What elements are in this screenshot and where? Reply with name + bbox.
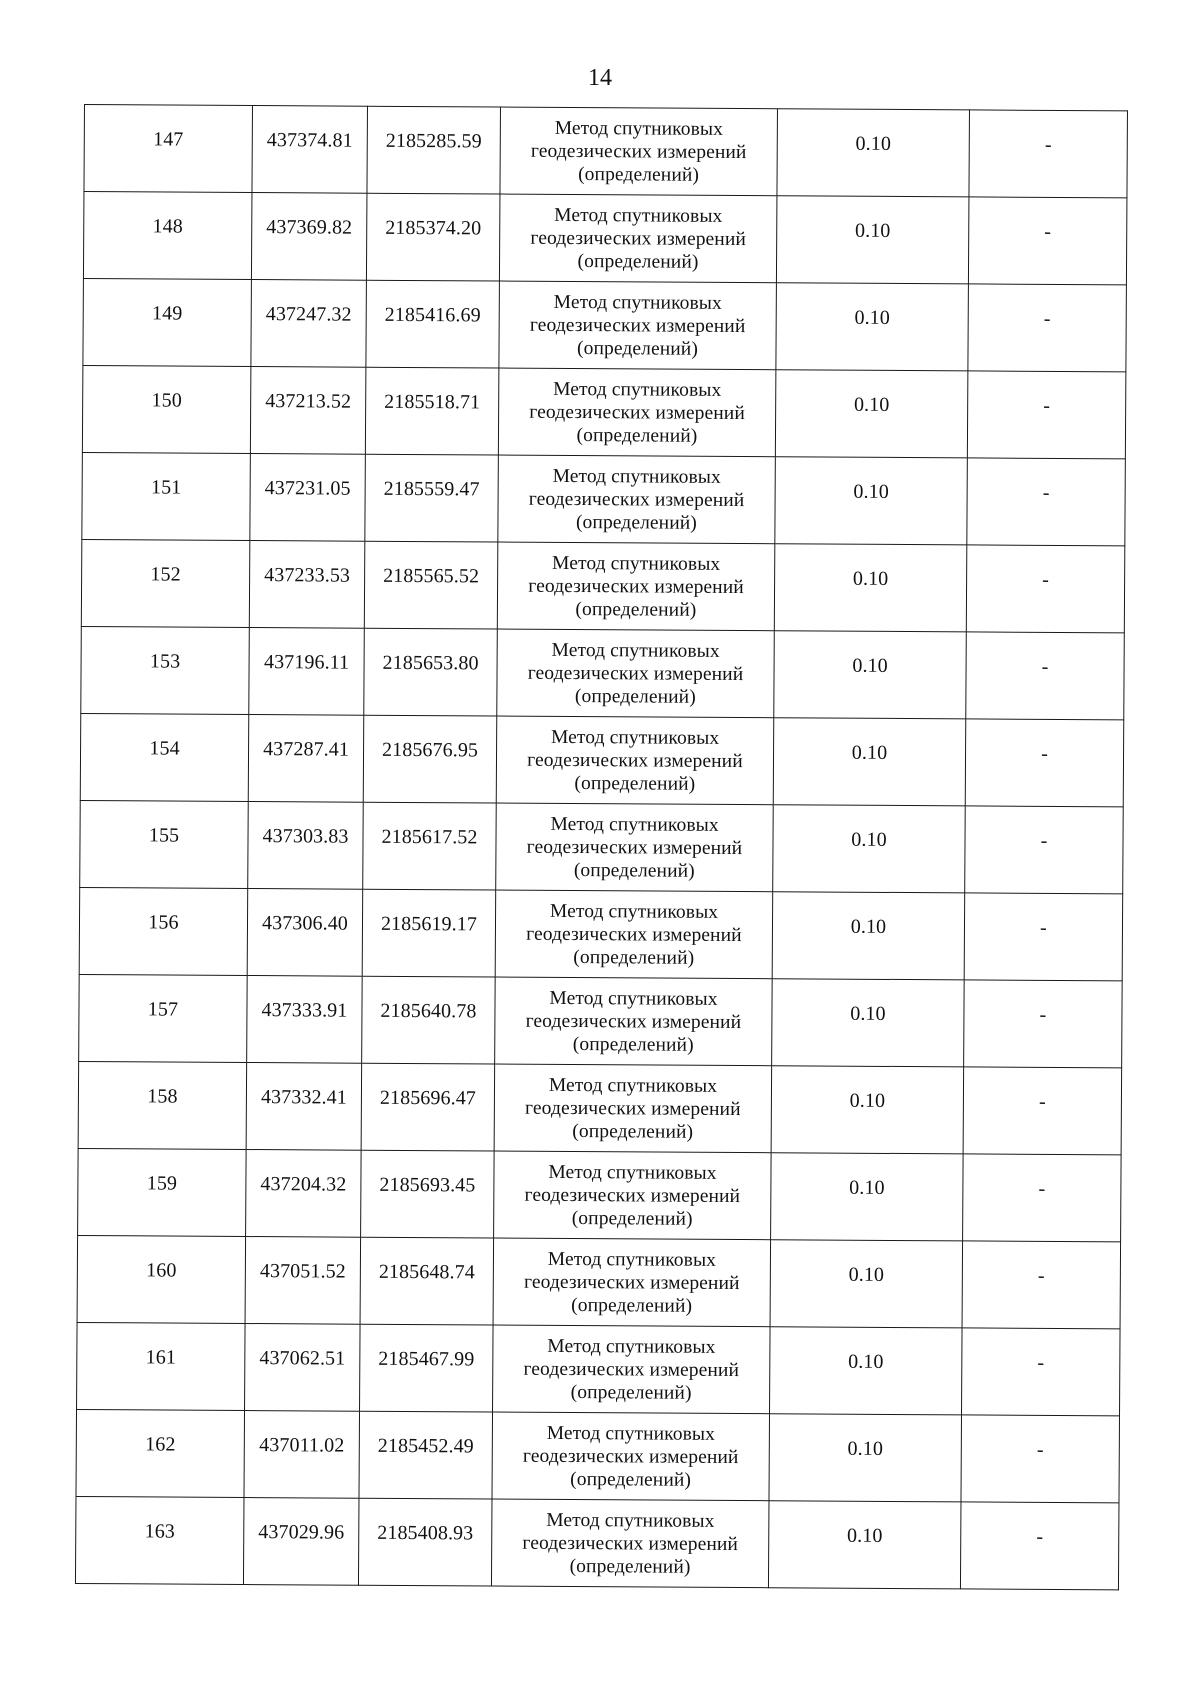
y-coordinate-cell: 2185640.78 — [362, 976, 496, 1064]
table-row — [83, 278, 1127, 371]
table-row — [79, 887, 1123, 980]
accuracy-cell: 0.10 — [770, 1327, 963, 1415]
table-row — [81, 626, 1125, 719]
method-text-line: (определений) — [574, 772, 696, 795]
point-number-cell: 152 — [81, 539, 250, 627]
method-text-line: Метод спутниковых — [548, 1161, 717, 1184]
point-number-cell: 154 — [80, 713, 249, 801]
y-coordinate-cell: 2185416.69 — [366, 280, 500, 368]
point-number-cell: 163 — [75, 1496, 244, 1584]
table-row — [78, 1061, 1122, 1154]
table-row — [81, 539, 1125, 632]
method-text-line: (определений) — [570, 1468, 692, 1491]
method-text-line: Метод спутниковых — [549, 987, 718, 1010]
method-text-line: Метод спутниковых — [550, 813, 719, 836]
x-coordinate-cell: 437369.82 — [251, 193, 367, 281]
note-cell: - — [961, 1415, 1120, 1503]
y-coordinate-cell: 2185408.93 — [358, 1498, 492, 1586]
accuracy-cell: 0.10 — [773, 718, 966, 806]
y-coordinate-cell: 2185648.74 — [360, 1237, 494, 1325]
method-text-line: (определений) — [577, 337, 699, 360]
point-number-cell: 161 — [77, 1322, 246, 1410]
point-number-cell: 155 — [80, 800, 249, 888]
x-coordinate-cell: 437374.81 — [252, 106, 368, 194]
y-coordinate-cell: 2185617.52 — [363, 802, 497, 890]
coordinates-table-body — [75, 105, 1127, 1590]
y-coordinate-cell: 2185676.95 — [363, 715, 497, 803]
accuracy-cell: 0.10 — [772, 979, 965, 1067]
point-number-cell: 149 — [83, 278, 252, 366]
method-cell — [499, 281, 777, 370]
method-text-line: Метод спутниковых — [547, 1248, 717, 1271]
page-number: 14 — [588, 65, 612, 91]
x-coordinate-cell: 437062.51 — [245, 1324, 361, 1412]
method-text-line: геодезических измерений — [523, 1271, 740, 1294]
note-cell: - — [963, 1067, 1122, 1155]
table-row — [77, 1322, 1121, 1415]
method-text-line: (определений) — [575, 511, 697, 534]
point-number-cell: 151 — [82, 452, 251, 540]
method-text-line: Метод спутниковых — [554, 117, 724, 140]
method-cell — [500, 107, 778, 196]
table-row — [80, 713, 1124, 806]
method-text-line: геодезических измерений — [525, 1010, 742, 1033]
accuracy-cell: 0.10 — [775, 370, 968, 458]
accuracy-cell: 0.10 — [774, 544, 967, 632]
method-text-line: (определений) — [577, 250, 699, 273]
method-text-line: геодезических измерений — [526, 923, 742, 946]
y-coordinate-cell: 2185693.45 — [361, 1150, 495, 1238]
method-text-line: Метод спутниковых — [546, 1422, 716, 1445]
note-cell: - — [969, 110, 1128, 198]
accuracy-cell: 0.10 — [774, 631, 967, 719]
table-row — [84, 105, 1128, 198]
method-text-line: Метод спутниковых — [550, 726, 720, 749]
method-text-line: Метод спутниковых — [553, 291, 722, 314]
method-text-line: (определений) — [570, 1381, 692, 1404]
method-cell — [492, 1412, 770, 1501]
note-cell: - — [965, 806, 1124, 894]
point-number-cell: 147 — [84, 105, 253, 193]
method-text-line: геодезических измерений — [522, 1532, 739, 1555]
accuracy-cell: 0.10 — [776, 283, 969, 371]
note-cell: - — [967, 458, 1126, 546]
point-number-cell: 148 — [83, 192, 252, 280]
method-text-line: Метод спутниковых — [546, 1509, 715, 1532]
x-coordinate-cell: 437213.52 — [250, 367, 366, 455]
method-text-line: геодезических измерений — [526, 836, 743, 859]
method-cell — [495, 977, 773, 1066]
method-text-line: (определений) — [576, 424, 698, 447]
method-text-line: Метод спутниковых — [548, 1074, 718, 1097]
note-cell: - — [968, 284, 1127, 372]
y-coordinate-cell: 2185374.20 — [366, 193, 500, 281]
accuracy-cell: 0.10 — [772, 892, 965, 980]
y-coordinate-cell: 2185565.52 — [364, 541, 498, 629]
note-cell: - — [962, 1328, 1121, 1416]
point-number-cell: 157 — [79, 974, 248, 1062]
x-coordinate-cell: 437332.41 — [246, 1063, 362, 1151]
note-cell: - — [960, 1502, 1119, 1590]
method-cell — [499, 194, 777, 283]
accuracy-cell: 0.10 — [773, 805, 966, 893]
method-cell — [497, 542, 775, 631]
method-text-line: (определений) — [578, 163, 700, 186]
accuracy-cell: 0.10 — [775, 457, 968, 545]
method-text-line: геодезических измерений — [529, 314, 746, 337]
x-coordinate-cell: 437233.53 — [249, 541, 365, 629]
method-cell — [494, 1064, 772, 1153]
method-text-line: Метод спутниковых — [554, 204, 723, 227]
x-coordinate-cell: 437333.91 — [247, 976, 363, 1064]
method-text-line: (определений) — [571, 1294, 693, 1317]
method-text-line: геодезических измерений — [529, 401, 745, 424]
point-number-cell: 150 — [82, 365, 251, 453]
accuracy-cell: 0.10 — [771, 1066, 964, 1154]
table-row — [80, 800, 1124, 893]
method-text-line: Метод спутниковых — [549, 900, 719, 923]
point-number-cell: 153 — [81, 626, 250, 714]
point-number-cell: 158 — [78, 1061, 247, 1149]
x-coordinate-cell: 437029.96 — [243, 1498, 359, 1586]
coordinates-table — [75, 104, 1128, 1590]
method-text-line: Метод спутниковых — [551, 639, 720, 662]
method-cell — [498, 455, 776, 544]
method-text-line: Метод спутниковых — [547, 1335, 716, 1358]
method-text-line: геодезических измерений — [528, 488, 745, 511]
y-coordinate-cell: 2185467.99 — [360, 1324, 494, 1412]
note-cell: - — [964, 893, 1123, 981]
method-text-line: геодезических измерений — [527, 662, 744, 685]
accuracy-cell: 0.10 — [776, 196, 969, 284]
method-text-line: (определений) — [571, 1207, 693, 1230]
accuracy-cell: 0.10 — [771, 1153, 964, 1241]
method-text-line: Метод спутниковых — [553, 378, 722, 401]
note-cell: - — [966, 545, 1125, 633]
method-text-line: геодезических измерений — [527, 749, 743, 772]
x-coordinate-cell: 437303.83 — [248, 802, 364, 890]
x-coordinate-cell: 437011.02 — [244, 1411, 360, 1499]
y-coordinate-cell: 2185653.80 — [364, 628, 498, 716]
x-coordinate-cell: 437306.40 — [247, 889, 363, 977]
y-coordinate-cell: 2185696.47 — [361, 1063, 495, 1151]
note-cell: - — [963, 1154, 1122, 1242]
note-cell: - — [962, 1241, 1121, 1329]
table-row — [79, 974, 1123, 1067]
method-cell — [496, 716, 774, 805]
method-text-line: геодезических измерений — [524, 1184, 741, 1207]
x-coordinate-cell: 437204.32 — [246, 1150, 362, 1238]
table-row — [76, 1409, 1120, 1502]
accuracy-cell: 0.10 — [768, 1501, 961, 1589]
table-row — [82, 452, 1126, 545]
table-row — [75, 1496, 1119, 1589]
method-text-line: (определений) — [572, 1120, 694, 1143]
method-text-line: (определений) — [573, 859, 695, 882]
method-text-line: (определений) — [575, 598, 697, 621]
y-coordinate-cell: 2185452.49 — [359, 1411, 493, 1499]
coordinates-table-container — [75, 104, 1127, 1582]
table-row — [83, 192, 1127, 285]
method-cell — [496, 803, 774, 892]
method-cell — [493, 1238, 771, 1327]
table-row — [78, 1148, 1122, 1241]
method-text-line: геодезических измерений — [530, 140, 747, 163]
x-coordinate-cell: 437196.11 — [249, 628, 365, 716]
accuracy-cell: 0.10 — [769, 1414, 962, 1502]
method-text-line: геодезических измерений — [523, 1358, 740, 1381]
accuracy-cell: 0.10 — [777, 109, 970, 197]
method-cell — [495, 890, 773, 979]
point-number-cell: 160 — [77, 1235, 246, 1323]
y-coordinate-cell: 2185619.17 — [362, 889, 496, 977]
x-coordinate-cell: 437231.05 — [250, 454, 366, 542]
method-text-line: Метод спутниковых — [552, 465, 721, 488]
y-coordinate-cell: 2185285.59 — [367, 106, 501, 194]
method-text-line: геодезических измерений — [528, 575, 744, 598]
point-number-cell: 156 — [79, 887, 248, 975]
method-text-line: геодезических измерений — [522, 1445, 739, 1468]
point-number-cell: 162 — [76, 1409, 245, 1497]
method-cell — [497, 629, 775, 718]
table-row — [77, 1235, 1121, 1328]
method-text-line: геодезических измерений — [525, 1097, 741, 1120]
method-text-line: Метод спутниковых — [552, 552, 721, 575]
method-cell — [494, 1151, 772, 1240]
method-cell — [491, 1499, 769, 1588]
method-text-line: (определений) — [573, 946, 695, 969]
x-coordinate-cell: 437247.32 — [251, 280, 367, 368]
method-cell — [498, 368, 776, 457]
x-coordinate-cell: 437287.41 — [248, 715, 364, 803]
table-row — [82, 365, 1126, 458]
note-cell: - — [968, 197, 1127, 285]
method-text-line: (определений) — [572, 1033, 694, 1056]
note-cell: - — [967, 371, 1126, 459]
accuracy-cell: 0.10 — [770, 1240, 963, 1328]
note-cell: - — [965, 719, 1124, 807]
x-coordinate-cell: 437051.52 — [245, 1237, 361, 1325]
method-text-line: (определений) — [574, 685, 696, 708]
method-text-line: (определений) — [569, 1555, 691, 1578]
note-cell: - — [966, 632, 1125, 720]
y-coordinate-cell: 2185518.71 — [365, 367, 499, 455]
method-text-line: геодезических измерений — [530, 227, 747, 250]
note-cell: - — [964, 980, 1123, 1068]
point-number-cell: 159 — [78, 1148, 247, 1236]
method-cell — [493, 1325, 771, 1414]
y-coordinate-cell: 2185559.47 — [365, 454, 499, 542]
